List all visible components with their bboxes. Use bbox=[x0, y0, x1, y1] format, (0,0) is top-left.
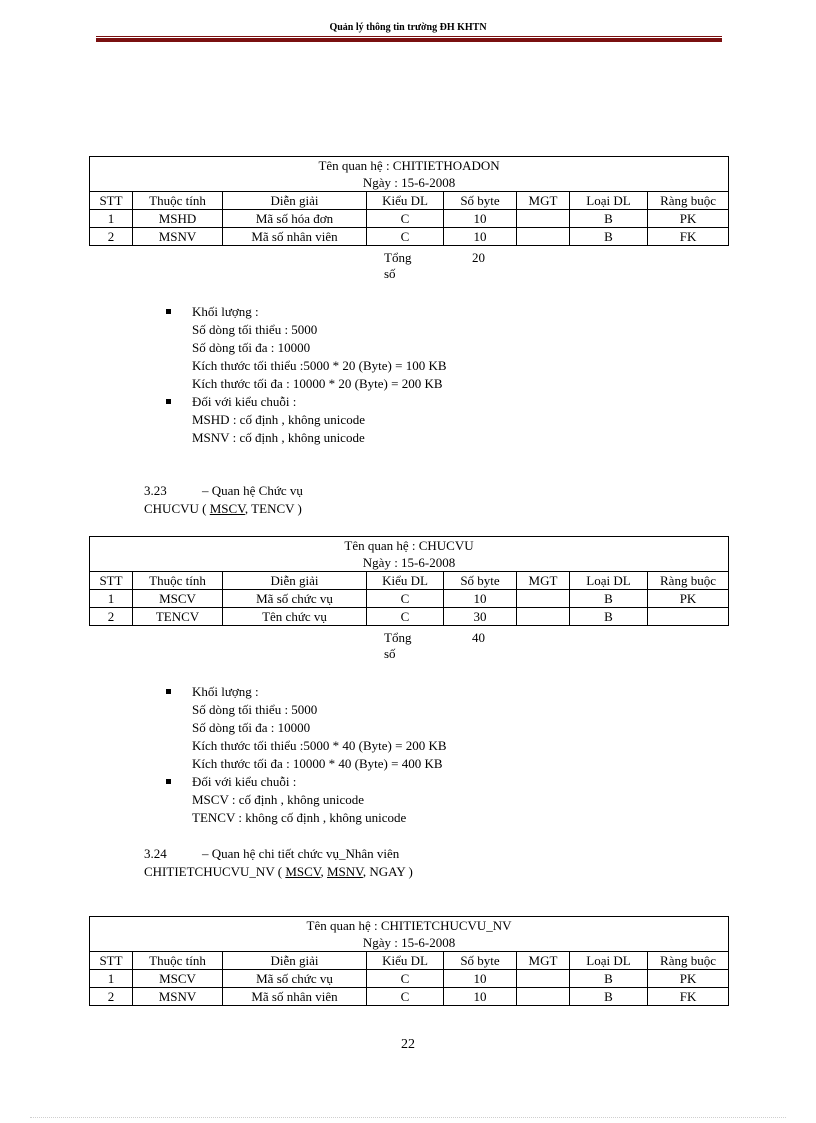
col-header: Thuộc tính bbox=[133, 572, 223, 590]
primary-key: MSCV bbox=[285, 864, 321, 879]
relation-table-chitiethoadon bbox=[89, 156, 729, 246]
col-header: Loại DL bbox=[570, 952, 648, 970]
table-row bbox=[90, 590, 729, 608]
col-header: Kiểu DL bbox=[367, 572, 444, 590]
relation-table-chitietchucvu-nv bbox=[89, 916, 729, 1006]
cell: Mã số hóa đơn bbox=[223, 210, 367, 228]
section-3-23 bbox=[144, 482, 303, 518]
cell: 1 bbox=[90, 970, 133, 988]
header-rule-thick bbox=[96, 38, 722, 42]
col-header: Loại DL bbox=[570, 192, 648, 210]
cell: 30 bbox=[444, 608, 517, 626]
cell: 10 bbox=[444, 210, 517, 228]
table-title: Tên quan hệ : CHUCVU bbox=[90, 537, 729, 555]
bullet-icon bbox=[166, 779, 171, 784]
cell: Tên chức vụ bbox=[223, 608, 367, 626]
cell: B bbox=[570, 608, 648, 626]
cell: FK bbox=[648, 228, 729, 246]
col-header: Số byte bbox=[444, 572, 517, 590]
list-item: Đối với kiểu chuỗi : MSHD : cố định , không unicode MSNV : cố định , không unicode bbox=[166, 393, 447, 447]
col-header: Loại DL bbox=[570, 572, 648, 590]
col-header: Thuộc tính bbox=[133, 952, 223, 970]
cell: Mã số nhân viên bbox=[223, 988, 367, 1006]
cell: MSHD bbox=[133, 210, 223, 228]
bullet-icon bbox=[166, 399, 171, 404]
cell: 10 bbox=[444, 970, 517, 988]
cell: 1 bbox=[90, 590, 133, 608]
cell: 2 bbox=[90, 988, 133, 1006]
table-date: Ngày : 15-6-2008 bbox=[90, 174, 729, 192]
cell: C bbox=[367, 228, 444, 246]
relation-schema: CHITIETCHUCVU_NV ( MSCV, MSNV, NGAY ) bbox=[144, 864, 413, 879]
cell bbox=[648, 608, 729, 626]
cell: FK bbox=[648, 988, 729, 1006]
cell: MSCV bbox=[133, 590, 223, 608]
cell: MSNV bbox=[133, 228, 223, 246]
table-row bbox=[90, 988, 729, 1006]
cell bbox=[517, 590, 570, 608]
cell: B bbox=[570, 228, 648, 246]
col-header: Kiểu DL bbox=[367, 952, 444, 970]
cell: MSNV bbox=[133, 988, 223, 1006]
cell: PK bbox=[648, 970, 729, 988]
col-header: Diễn giải bbox=[223, 952, 367, 970]
cell: C bbox=[367, 210, 444, 228]
col-header: Ràng buộc bbox=[648, 952, 729, 970]
section-heading: 3.23 – Quan hệ Chức vụ bbox=[144, 483, 303, 498]
cell: 1 bbox=[90, 210, 133, 228]
col-header: STT bbox=[90, 952, 133, 970]
table-header-row bbox=[90, 572, 729, 590]
col-header: Số byte bbox=[444, 192, 517, 210]
col-header: Ràng buộc bbox=[648, 192, 729, 210]
cell bbox=[517, 988, 570, 1006]
cell: B bbox=[570, 590, 648, 608]
cell bbox=[517, 210, 570, 228]
list-item: Khối lượng : Số dòng tối thiểu : 5000 Số dòng tối đa : 10000 Kích thước tối thiểu :5000 * 40 (Byte) = 200 KB Kích thước tối đa : 10000 * 40 (Byte) = 400 KB bbox=[166, 683, 447, 773]
table-header-row bbox=[90, 192, 729, 210]
cell: C bbox=[367, 988, 444, 1006]
table-row bbox=[90, 608, 729, 626]
cell: C bbox=[367, 608, 444, 626]
col-header: MGT bbox=[517, 952, 570, 970]
cell: C bbox=[367, 970, 444, 988]
cell: C bbox=[367, 590, 444, 608]
table-row bbox=[90, 228, 729, 246]
cell: 10 bbox=[444, 590, 517, 608]
cell bbox=[517, 608, 570, 626]
total-label: Tổng số bbox=[384, 250, 412, 281]
cell: TENCV bbox=[133, 608, 223, 626]
col-header: Kiểu DL bbox=[367, 192, 444, 210]
col-header: Diễn giải bbox=[223, 572, 367, 590]
section-3-24 bbox=[144, 845, 413, 881]
cell: 2 bbox=[90, 608, 133, 626]
col-header: Thuộc tính bbox=[133, 192, 223, 210]
volume-notes-2 bbox=[166, 683, 447, 827]
table-date: Ngày : 15-6-2008 bbox=[90, 554, 729, 572]
total-value: 20 bbox=[472, 250, 485, 265]
volume-notes-1 bbox=[166, 303, 447, 447]
header-rule-thin bbox=[96, 36, 722, 37]
cell: Mã số chức vụ bbox=[223, 970, 367, 988]
cell: 2 bbox=[90, 228, 133, 246]
bullet-icon bbox=[166, 309, 171, 314]
col-header: MGT bbox=[517, 572, 570, 590]
list-item: Đối với kiểu chuỗi : MSCV : cố định , không unicode TENCV : không cố định , không unicode bbox=[166, 773, 447, 827]
cell: PK bbox=[648, 210, 729, 228]
cell: Mã số nhân viên bbox=[223, 228, 367, 246]
cell: B bbox=[570, 988, 648, 1006]
table-row bbox=[90, 210, 729, 228]
col-header: STT bbox=[90, 192, 133, 210]
primary-key: MSCV bbox=[209, 501, 245, 516]
table-title: Tên quan hệ : CHITIETHOADON bbox=[90, 157, 729, 175]
relation-table-chucvu bbox=[89, 536, 729, 626]
page-number: 22 bbox=[401, 1037, 415, 1052]
list-item: Khối lượng : Số dòng tối thiểu : 5000 Số dòng tối đa : 10000 Kích thước tối thiểu :5000 * 20 (Byte) = 100 KB Kích thước tối đa : 10000 * 20 (Byte) = 200 KB bbox=[166, 303, 447, 393]
col-header: Ràng buộc bbox=[648, 572, 729, 590]
section-heading: 3.24 – Quan hệ chi tiết chức vụ_Nhân viên bbox=[144, 846, 400, 861]
total-label: Tổng số bbox=[384, 630, 412, 661]
cell: MSCV bbox=[133, 970, 223, 988]
col-header: Số byte bbox=[444, 952, 517, 970]
page-header-title: Quản lý thông tin trường ĐH KHTN bbox=[329, 22, 487, 33]
table-header-row bbox=[90, 952, 729, 970]
cell bbox=[517, 970, 570, 988]
cell: Mã số chức vụ bbox=[223, 590, 367, 608]
cell: 10 bbox=[444, 988, 517, 1006]
table-title: Tên quan hệ : CHITIETCHUCVU_NV bbox=[90, 917, 729, 935]
cell: B bbox=[570, 210, 648, 228]
page-bottom-divider bbox=[30, 1117, 786, 1118]
col-header: STT bbox=[90, 572, 133, 590]
table-row bbox=[90, 970, 729, 988]
cell bbox=[517, 228, 570, 246]
col-header: Diễn giải bbox=[223, 192, 367, 210]
total-value: 40 bbox=[472, 630, 485, 645]
relation-schema: CHUCVU ( MSCV, TENCV ) bbox=[144, 501, 302, 516]
cell: PK bbox=[648, 590, 729, 608]
table-date: Ngày : 15-6-2008 bbox=[90, 934, 729, 952]
col-header: MGT bbox=[517, 192, 570, 210]
bullet-icon bbox=[166, 689, 171, 694]
cell: B bbox=[570, 970, 648, 988]
primary-key: MSNV bbox=[327, 864, 363, 879]
cell: 10 bbox=[444, 228, 517, 246]
